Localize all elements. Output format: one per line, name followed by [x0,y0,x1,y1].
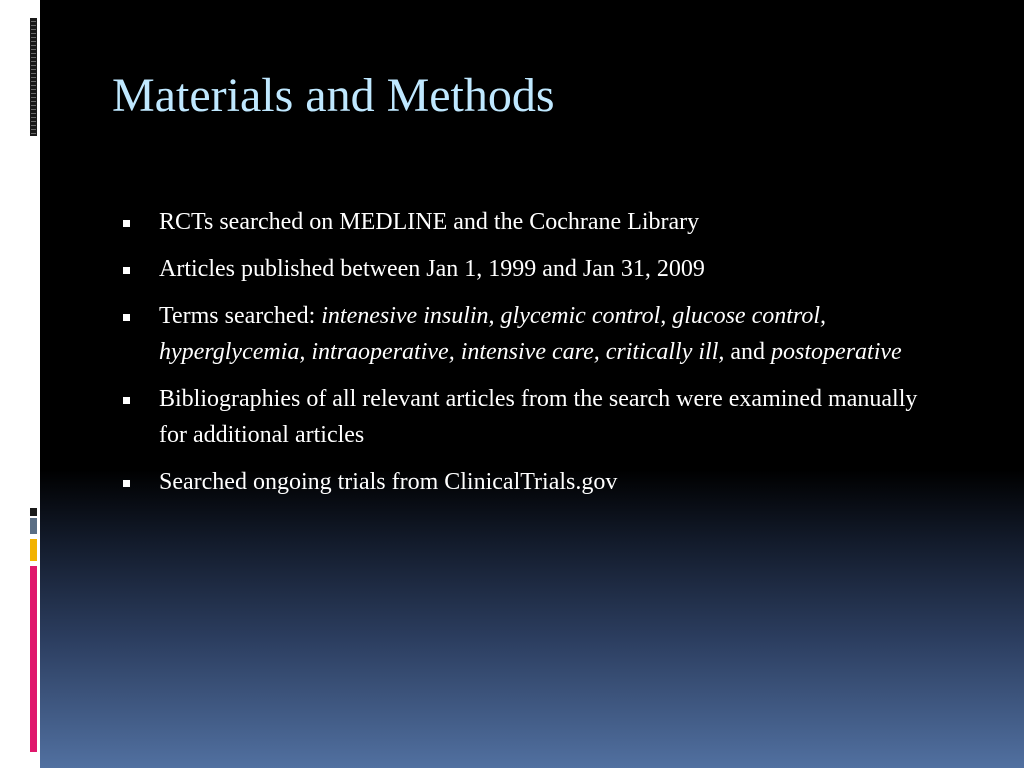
square-bullet-icon [123,314,130,321]
bullet-text-prefix: Terms searched: [159,303,322,329]
square-bullet-icon [123,397,130,404]
bullet-item [120,381,950,453]
square-bullet-icon [123,480,130,487]
decorative-bar-dark [30,508,37,516]
bullet-item [120,298,950,370]
bullet-text: Articles published between Jan 1, 1999 and Jan 31, 2009 [159,256,705,282]
bullet-terms-italic-last: postoperative [771,339,902,365]
bullet-text: Bibliographies of all relevant articles from the search were examined manually for additional articles [159,386,918,448]
bullet-list [120,204,950,511]
bullet-terms-italic: intenesive insulin, glycemic control, glucose control, hyperglycemia, intraoperative, intensive care, critically ill, [159,303,827,365]
square-bullet-icon [123,220,130,227]
bullet-text: Searched ongoing trials from ClinicalTrials.gov [159,469,618,495]
decorative-stripes [31,18,36,136]
decorative-bar-gold [30,539,37,561]
bullet-item [120,464,950,500]
bullet-item [120,204,950,240]
bullet-item [120,251,950,287]
decorative-bar-gray [30,518,37,534]
bullet-text: RCTs searched on MEDLINE and the Cochrane Library [159,209,700,235]
bullet-text-middle: and [724,339,772,365]
slide-title: Materials and Methods [112,69,555,122]
square-bullet-icon [123,267,130,274]
decorative-bar-pink [30,566,37,752]
